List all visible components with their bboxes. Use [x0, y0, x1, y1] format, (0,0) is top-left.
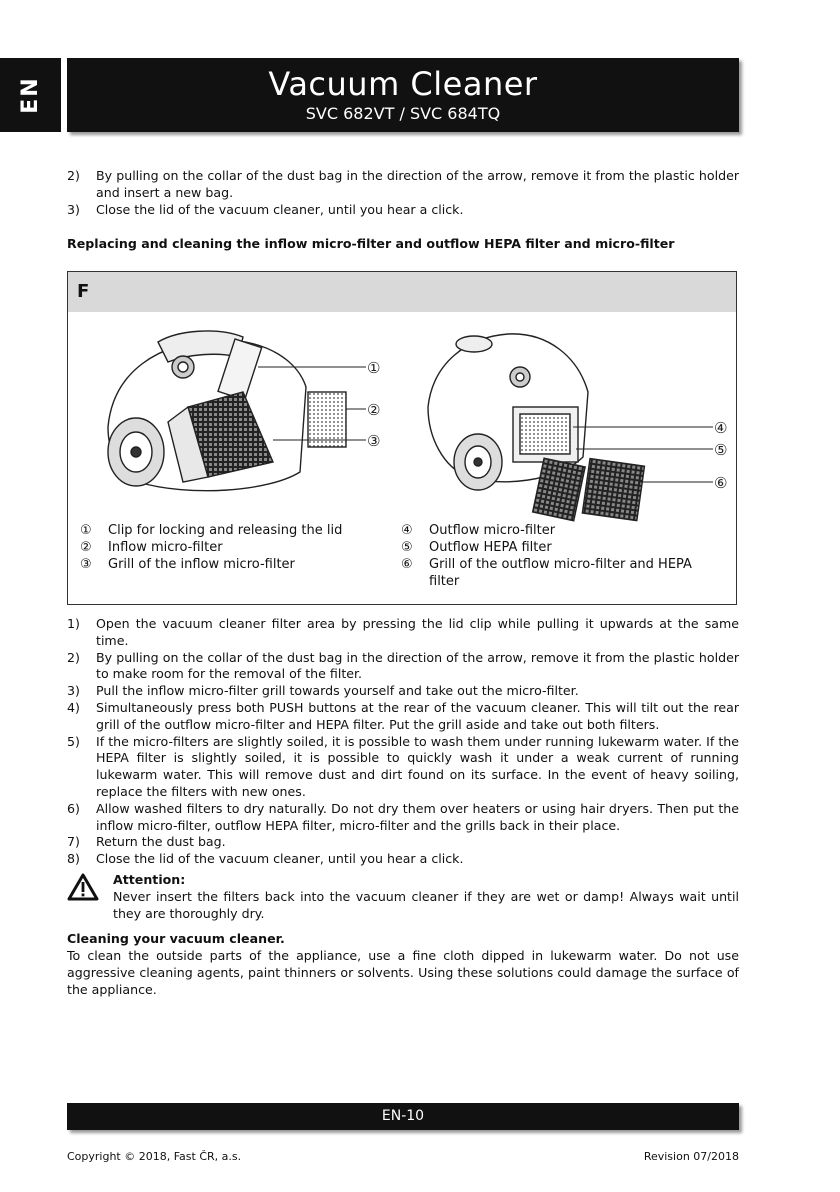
callout-1: ① — [367, 359, 381, 377]
attention-title: Attention: — [113, 872, 186, 887]
callout-3: ③ — [367, 432, 381, 450]
legend-left — [80, 522, 380, 573]
list-item: 3) Pull the inflow micro-filter grill towards yourself and take out the micro-filter. — [67, 683, 579, 699]
legend-item: ④ Outflow micro-filter — [401, 523, 556, 538]
cleaning-section — [67, 930, 739, 998]
callout-4: ④ — [714, 419, 728, 437]
procedure-step-list — [67, 616, 739, 868]
section-heading: Replacing and cleaning the inflow micro-filter and outflow HEPA filter and micro-filter — [67, 236, 675, 251]
callout-6: ⑥ — [714, 474, 728, 492]
page-title: Vacuum Cleaner — [268, 65, 538, 103]
intro-step-list — [67, 168, 739, 218]
legend-item: ⑤ Outflow HEPA filter — [401, 540, 552, 555]
list-item: 8) Close the lid of the vacuum cleaner, until you hear a click. — [67, 851, 464, 867]
page-header — [67, 58, 739, 132]
callout-5: ⑤ — [714, 441, 728, 459]
language-tab-label: EN — [18, 76, 43, 114]
figure-label: F — [68, 272, 736, 312]
model-subtitle: SVC 682VT / SVC 684TQ — [305, 104, 501, 123]
list-item: 5) If the micro-filters are slightly soiled, it is possible to wash them under running lukewarm water. If the HEPA filter is slightly soiled, it is possible to quickly wash it under a weak current of running lukewarm water. This will remove dust and dirt found on its surface. In the event of heavy soiling, replace the filters with new ones. — [67, 733, 739, 799]
list-item: 7) Return the dust bag. — [67, 834, 226, 850]
figure-f — [67, 271, 737, 605]
legend-item: ⑥ Grill of the outflow micro-filter and HEPA filter — [401, 557, 692, 589]
left-vacuum-drawing — [108, 331, 346, 491]
copyright-text: Copyright © 2018, Fast ČR, a.s. — [67, 1150, 242, 1163]
language-tab — [0, 58, 61, 132]
vacuum-illustration — [68, 312, 736, 522]
list-item: 6) Allow washed filters to dry naturally. Do not dry them over heaters or using hair dryers. Then put the inflow micro-filter, outflow HEPA filter, micro-filter and the grills back in their place. — [67, 800, 739, 833]
list-item: 2) By pulling on the collar of the dust bag in the direction of the arrow, remove it from the plastic holder to make room for the removal of the filter. — [67, 649, 739, 682]
page-number: EN-10 — [381, 1108, 425, 1124]
legend-item: ③ Grill of the inflow micro-filter — [80, 557, 295, 572]
page-footer — [67, 1103, 739, 1130]
list-item: 1) Open the vacuum cleaner filter area by pressing the lid clip while pulling it upwards at the same time. — [67, 616, 739, 648]
cleaning-heading: Cleaning your vacuum cleaner. — [67, 931, 285, 946]
list-item: 3) Close the lid of the vacuum cleaner, until you hear a click. — [67, 201, 464, 217]
callout-2: ② — [367, 401, 381, 419]
list-item: 2) By pulling on the collar of the dust bag in the direction of the arrow, remove it from the plastic holder and insert a new bag. — [67, 168, 739, 200]
legend-item: ① Clip for locking and releasing the lid — [80, 523, 343, 538]
attention-text: Never insert the filters back into the vacuum cleaner if they are wet or damp! Always wait until they are thoroughly dry. — [113, 889, 739, 921]
warning-triangle-icon — [67, 873, 99, 901]
legend-item: ② Inflow micro-filter — [80, 540, 223, 555]
cleaning-text: To clean the outside parts of the appliance, use a fine cloth dipped in lukewarm water. Do not use aggressive cleaning agents, paint thinners or solvents. Using these solutions could damage the surface of the appliance. — [67, 948, 739, 997]
revision-text: Revision 07/2018 — [643, 1150, 739, 1163]
list-item: 4) Simultaneously press both PUSH buttons at the rear of the vacuum cleaner. This will tilt out the rear grill of the outflow micro-filter and HEPA filter. Put the grill aside and take out both filters. — [67, 699, 739, 732]
attention-notice — [67, 871, 739, 922]
legend-right — [401, 522, 726, 590]
